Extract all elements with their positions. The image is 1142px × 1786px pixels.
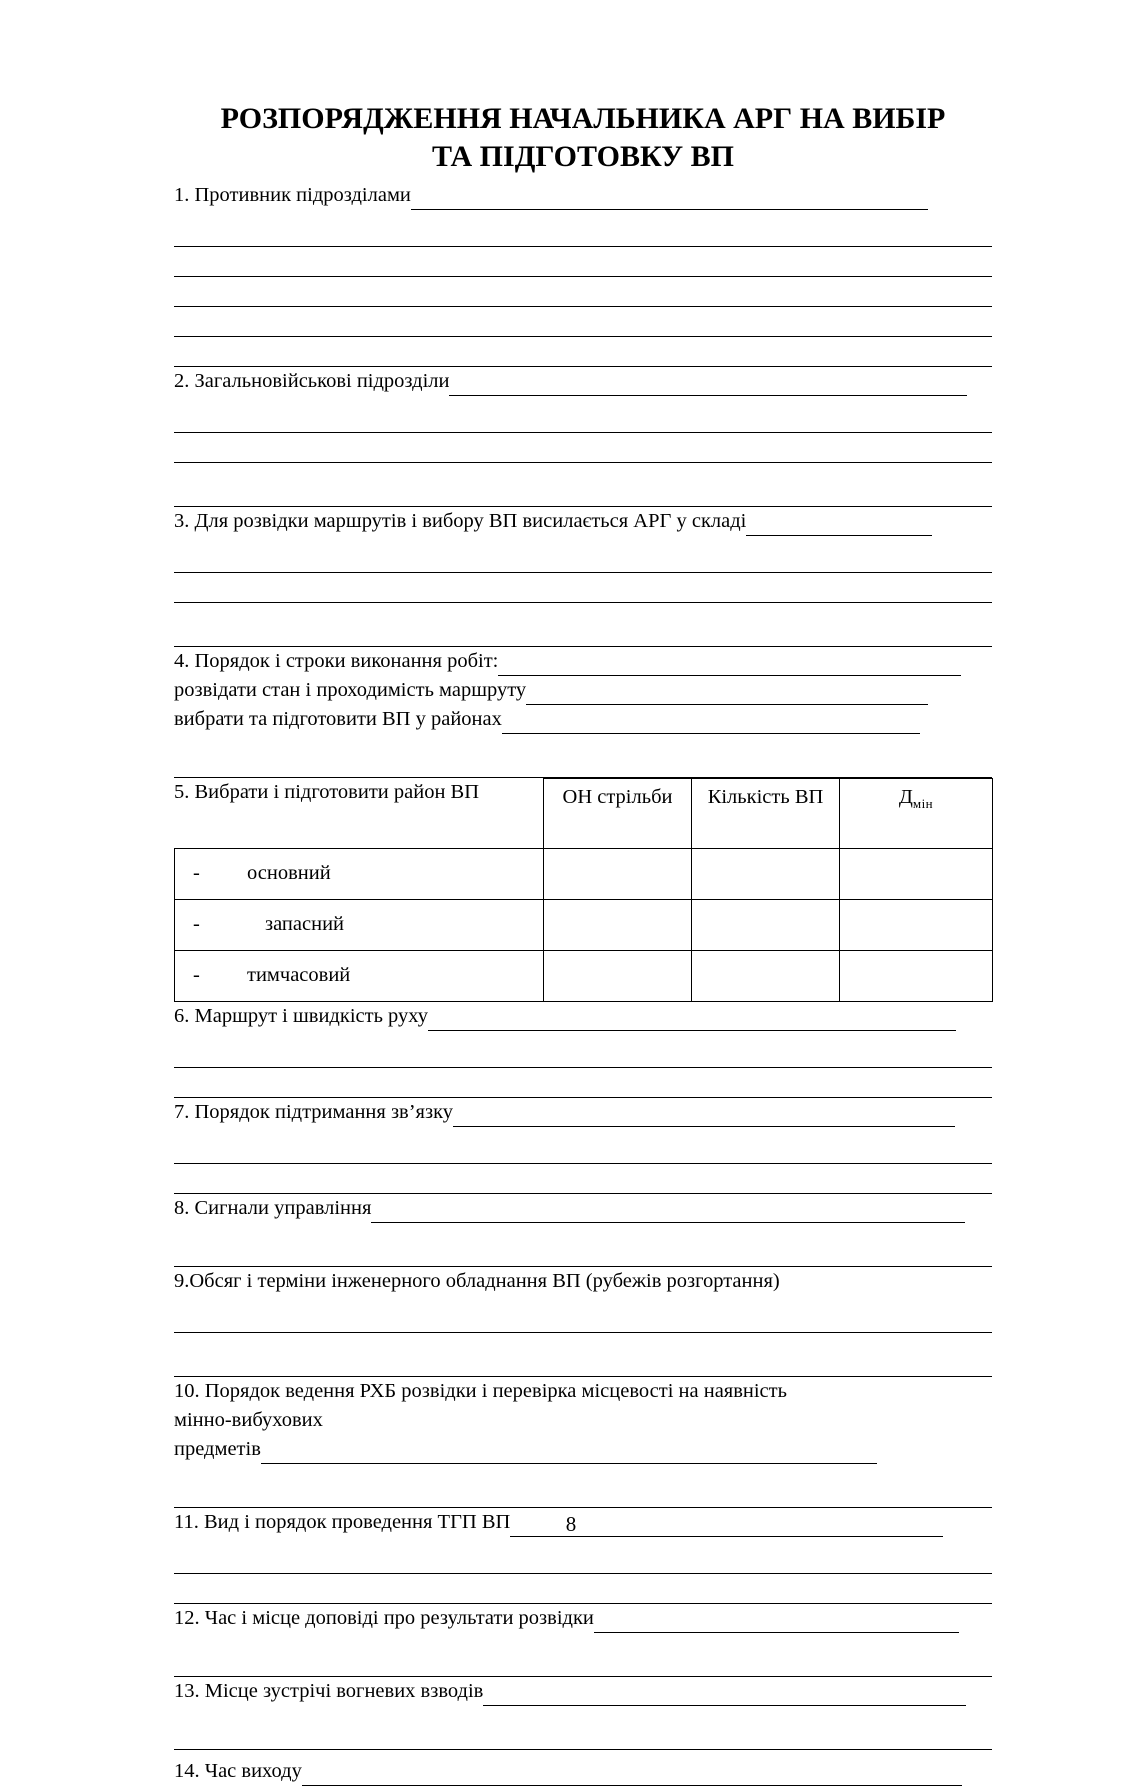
item-1-input-rule[interactable] [411,187,928,210]
item-11-label: 11. Вид і порядок проведення ТГП ВП [174,1510,511,1533]
page-number: 8 [565,1512,577,1536]
table-cell-on-strilby[interactable] [544,848,692,899]
item-1-blank-line[interactable] [174,337,992,367]
table-cell-kilkist-vp[interactable] [692,848,840,899]
item-6-row [174,1002,992,1031]
spacer [174,1031,992,1038]
item-10-blank-line[interactable] [174,1478,992,1508]
item-6-blank-line[interactable] [174,1068,992,1098]
item-7-blank-line[interactable] [174,1134,992,1164]
item-4-blank-line[interactable] [174,748,992,778]
spacer [174,536,992,543]
item-2-row [174,367,992,396]
form-item-7 [174,1098,992,1194]
item-2-blank-line[interactable] [174,477,992,507]
item-7-label: 7. Порядок підтримання зв’язку [174,1100,454,1123]
item-10-row-c [174,1435,992,1464]
table-header-d-sub: мін [912,795,934,811]
item-1-blank-line[interactable] [174,307,992,337]
item-4-input-rule-a[interactable] [498,653,961,676]
item-3-label: 3. Для розвідки маршрутів і вибору ВП висилається АРГ у складі [174,509,747,532]
item-14-label: 14. Час виходу [174,1759,302,1782]
item-4-input-rule-c[interactable] [502,711,920,734]
row-label-text: запасний [265,913,345,936]
item-11-blank-line[interactable] [174,1544,992,1574]
item-4-label: 4. Порядок і строки виконання робіт: [174,649,499,672]
item-2-input-rule[interactable] [449,373,967,396]
spacer [174,734,992,748]
page-title [174,100,992,177]
item-9-blank-line[interactable] [174,1303,992,1333]
table-row [175,848,993,899]
item-7-input-rule[interactable] [453,1104,955,1127]
table-row-label-temporary [175,950,544,1001]
item-4-sublabel-areas: вибрати та підготовити ВП у районах [174,707,502,730]
item-10-label-cont: мінно-вибухових [174,1408,323,1431]
row-label-text: основний [247,862,331,885]
form-item-6 [174,1002,992,1098]
spacer [174,1223,992,1237]
spacer [174,1464,992,1478]
item-3-blank-line[interactable] [174,543,992,573]
item-2-label: 2. Загальновійськові підрозділи [174,369,450,392]
item-12-label: 12. Час і місце доповіді про результати розвідки [174,1606,594,1629]
item-8-row [174,1194,992,1223]
form-item-1 [174,181,992,367]
item-13-input-rule[interactable] [483,1683,966,1706]
item-7-blank-line[interactable] [174,1164,992,1194]
title-line-1: РОЗПОРЯДЖЕННЯ НАЧАЛЬНИКА АРГ НА ВИБІР [220,102,946,135]
form-item-14 [174,1750,992,1786]
item-4-row-b [174,676,992,705]
spacer [174,463,992,477]
item-6-label: 6. Маршрут і швидкість руху [174,1004,428,1027]
item-11-blank-line[interactable] [174,1574,992,1604]
item-9-label: 9.Обсяг і терміни інженерного обладнання ВП (рубежів розгортання) [174,1269,780,1292]
title-line-2: ТА ПІДГОТОВКУ ВП [432,140,734,174]
table-cell-d-min[interactable] [840,950,993,1001]
item-10-label: 10. Порядок ведення РХБ розвідки і перевірка місцевості на наявність [174,1379,787,1402]
spacer [174,1296,992,1303]
table-row [175,950,993,1001]
item-1-blank-line[interactable] [174,217,992,247]
table-header-kilkist-vp: Кількість ВП [692,778,840,848]
form-item-4 [174,647,992,778]
table-row [175,899,993,950]
form-item-13 [174,1677,992,1750]
form-item-10 [174,1377,992,1508]
spacer [174,210,992,217]
table-row-label-main [175,848,544,899]
table-cell-d-min[interactable] [840,848,993,899]
spacer [174,1750,992,1757]
item-6-blank-line[interactable] [174,1038,992,1068]
spacer [174,1706,992,1720]
row-dash: - [193,862,200,885]
item-1-row [174,181,992,210]
item-8-blank-line[interactable] [174,1237,992,1267]
spacer [174,603,992,617]
item-4-row-c [174,705,992,734]
item-10-label-objects: предметів [174,1437,261,1460]
spacer [174,1333,992,1347]
item-12-input-rule[interactable] [594,1610,959,1633]
item-4-sublabel-route: розвідати стан і проходимість маршруту [174,678,527,701]
vp-selection-table [174,778,993,1002]
table-cell-kilkist-vp[interactable] [692,899,840,950]
form-item-9 [174,1267,992,1377]
form-item-2 [174,367,992,507]
item-10-input-rule[interactable] [261,1441,877,1464]
item-2-blank-line[interactable] [174,433,992,463]
table-cell-on-strilby[interactable] [544,950,692,1001]
item-1-label: 1. Противник підрозділами [174,183,411,206]
row-dash: - [193,913,200,936]
item-3-blank-line[interactable] [174,573,992,603]
table-header-on-strilby: ОН стрільби [544,778,692,848]
item-4-input-rule-b[interactable] [526,682,928,705]
item-3-input-rule[interactable] [746,513,932,536]
item-12-row [174,1604,992,1633]
item-13-label: 13. Місце зустрічі вогневих взводів [174,1679,484,1702]
table-row-label-reserve [175,899,544,950]
spacer [174,1537,992,1544]
spacer [174,396,992,403]
table-header-d-main: Д [898,785,913,808]
item-9-blank-line[interactable] [174,1347,992,1377]
item-8-label: 8. Сигнали управління [174,1196,372,1219]
form-item-5 [174,778,992,1002]
item-13-blank-line[interactable] [174,1720,992,1750]
item-1-blank-line[interactable] [174,247,992,277]
item-4-row-a [174,647,992,676]
table-cell-d-min[interactable] [840,899,993,950]
form-item-8 [174,1194,992,1267]
table-cell-on-strilby[interactable] [544,899,692,950]
spacer [174,1127,992,1134]
item-14-input-rule[interactable] [302,1763,962,1786]
item-13-row [174,1677,992,1706]
item-7-row [174,1098,992,1127]
row-label-text: тимчасовий [247,964,351,987]
item-2-blank-line[interactable] [174,403,992,433]
item-3-blank-line[interactable] [174,617,992,647]
item-6-input-rule[interactable] [428,1008,956,1031]
item-3-row [174,507,992,536]
item-1-blank-line[interactable] [174,277,992,307]
item-5-label: 5. Вибрати і підготовити район ВП [174,780,480,803]
table-header-d-min [840,778,993,848]
item-14-row [174,1757,992,1786]
item-8-input-rule[interactable] [371,1200,965,1223]
table-cell-kilkist-vp[interactable] [692,950,840,1001]
item-12-blank-line[interactable] [174,1647,992,1677]
row-dash: - [193,964,200,987]
spacer [174,1633,992,1647]
form-item-3 [174,507,992,647]
